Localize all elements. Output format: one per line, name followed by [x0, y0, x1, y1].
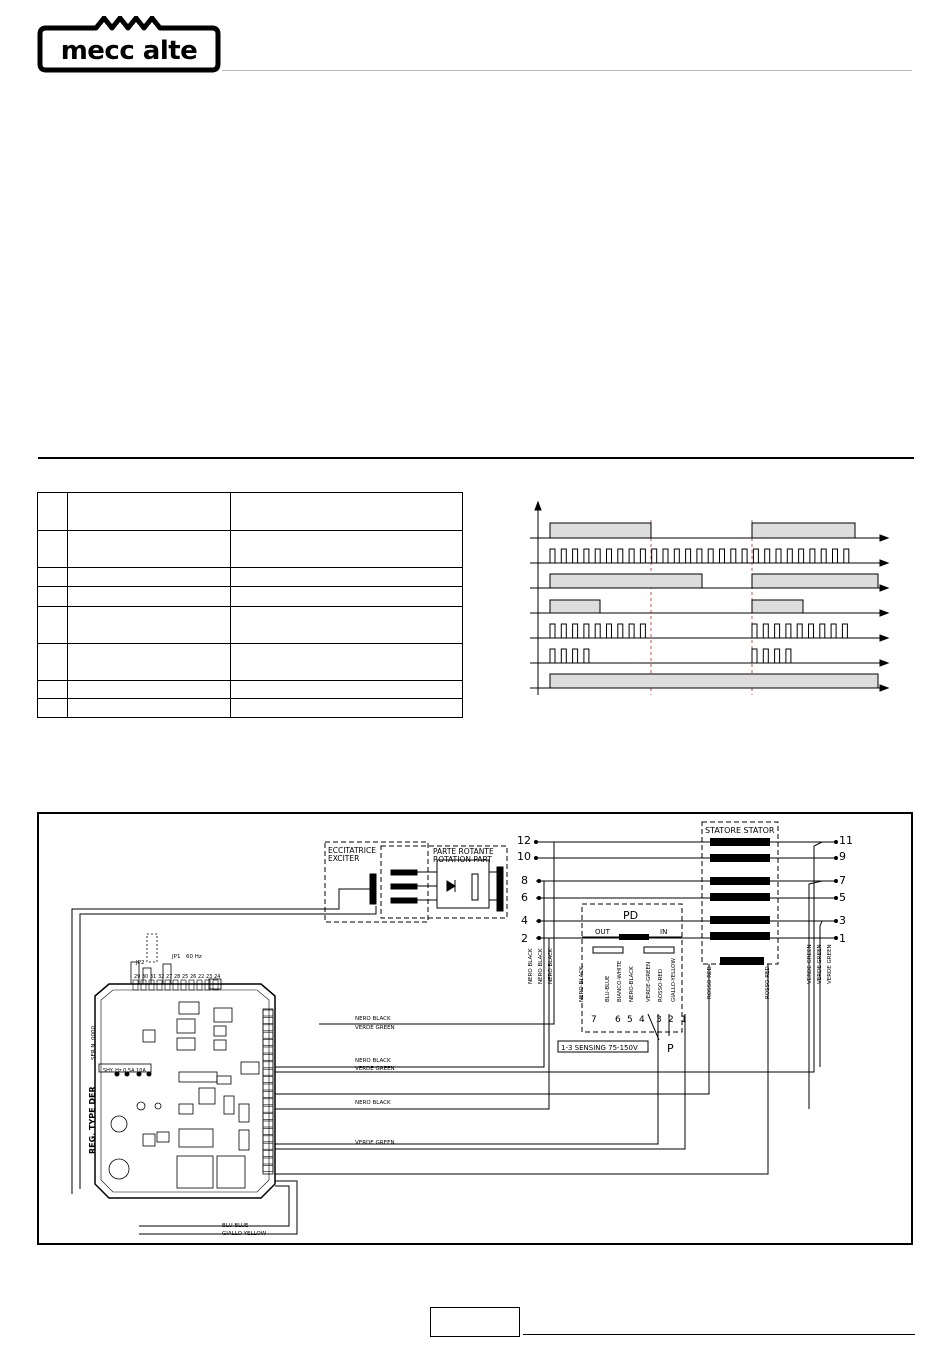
- wire-label: ROSSO RED: [765, 966, 771, 999]
- timing-pulse: [833, 549, 838, 563]
- table-cell-label: [68, 531, 231, 568]
- board-terminal: [263, 1062, 273, 1068]
- timing-pulse: [584, 549, 589, 563]
- rotor-field-winding: [497, 867, 503, 911]
- timing-axis-arrow: [535, 502, 541, 510]
- table-cell-num: [38, 587, 68, 607]
- sensing-label: 1-3 SENSING 75-150V: [561, 1044, 638, 1052]
- table-cell-value: [231, 493, 463, 531]
- timing-pulse: [561, 549, 566, 563]
- exciter-label-it: ECCITATRICE: [328, 846, 376, 855]
- timing-pulse: [763, 624, 768, 638]
- timing-pulse: [640, 549, 645, 563]
- timing-pulse: [842, 624, 847, 638]
- timing-pulse: [607, 549, 612, 563]
- field-wire: [72, 889, 370, 1194]
- exciter-armature-winding: [391, 884, 417, 889]
- timing-pulse: [550, 549, 555, 563]
- pd-terminal: 3: [656, 1015, 662, 1025]
- timing-diagram: [520, 500, 900, 700]
- timing-pulse: [584, 624, 589, 638]
- table-cell-value: [231, 587, 463, 607]
- board-terminal: [263, 1106, 273, 1112]
- table-cell-label: [68, 681, 231, 699]
- timing-pulse: [752, 649, 757, 663]
- table-row: [38, 493, 463, 531]
- board-terminal: [263, 1121, 273, 1127]
- terminal-left: 6: [521, 891, 528, 904]
- timing-pulse: [550, 574, 702, 588]
- timing-pulse: [752, 574, 878, 588]
- table-cell-label: [68, 699, 231, 718]
- pd-out-label: OUT: [595, 928, 610, 936]
- timing-pulse: [820, 624, 825, 638]
- table-cell-value: [231, 681, 463, 699]
- pd-label: PD: [623, 909, 639, 922]
- pd-wire-label: NERO-BLACK: [629, 966, 635, 1002]
- timing-pulse: [629, 624, 634, 638]
- section-divider: [38, 457, 914, 459]
- pd-wire-label: VERDE-GREEN: [646, 961, 652, 1002]
- timing-pulse: [561, 649, 566, 663]
- timing-pulse: [797, 624, 802, 638]
- pd-wire-label: ROSSO-RED: [658, 968, 664, 1002]
- terminal-right: 9: [839, 850, 846, 863]
- timing-pulse: [618, 549, 623, 563]
- pd-terminal: 5: [627, 1015, 633, 1025]
- timing-pulse: [550, 649, 555, 663]
- timing-pulse: [831, 624, 836, 638]
- table-row: [38, 681, 463, 699]
- table-cell-num: [38, 531, 68, 568]
- board-terminal-number: 23: [206, 974, 213, 980]
- terminal-right: 1: [839, 932, 846, 945]
- footer-divider: [523, 1334, 915, 1335]
- board-terminal: [263, 1099, 273, 1105]
- brand-logo: [36, 16, 222, 74]
- timing-pulse: [753, 549, 758, 563]
- table-cell-num: [38, 644, 68, 681]
- timing-pulse: [573, 624, 578, 638]
- board-terminal-number: 24: [214, 974, 221, 980]
- board-connector-pin: [133, 980, 138, 990]
- timing-pulse: [742, 549, 747, 563]
- timing-pulse: [550, 600, 600, 613]
- board-terminal: [263, 1165, 273, 1171]
- timing-pulse: [752, 600, 803, 613]
- rectifier-box: [437, 860, 489, 908]
- timing-pulse: [550, 624, 555, 638]
- wire-label: BLU BLUE: [222, 1223, 249, 1229]
- wire-label: NERO BLACK: [528, 948, 534, 984]
- stator-label: STATORE STATOR: [705, 826, 775, 835]
- pd-wire-label: BLU-BLUE: [605, 975, 611, 1002]
- table-row: [38, 587, 463, 607]
- timing-pulse: [629, 549, 634, 563]
- board-terminal-number: 32: [158, 974, 165, 980]
- table-cell-value: [231, 568, 463, 587]
- timing-pulse: [752, 523, 855, 538]
- pd-wire-label: GIALLO-YELLOW: [671, 958, 677, 1002]
- board-terminal: [263, 1114, 273, 1120]
- timing-pulse: [775, 649, 780, 663]
- wire-label: NERO BLACK: [355, 1058, 391, 1064]
- table-cell-value: [231, 699, 463, 718]
- board-terminal-number: 27: [166, 974, 173, 980]
- timing-pulse: [708, 549, 713, 563]
- spec-table: [37, 492, 463, 718]
- timing-pulse: [686, 549, 691, 563]
- timing-pulse: [550, 674, 878, 688]
- board-terminal: [263, 1025, 273, 1031]
- timing-pulse: [731, 549, 736, 563]
- board-terminal-number: 29: [134, 974, 141, 980]
- table-cell-num: [38, 568, 68, 587]
- timing-pulse: [763, 649, 768, 663]
- timing-pulse: [652, 549, 657, 563]
- board-terminal-number: 31: [150, 974, 157, 980]
- varistor-symbol: [472, 874, 478, 900]
- table-cell-value: [231, 644, 463, 681]
- board-terminal: [263, 1040, 273, 1046]
- timing-pulse: [573, 649, 578, 663]
- board-connector-pin: [213, 980, 218, 990]
- board-connector-pin: [149, 980, 154, 990]
- board-type-label: REG. TYPE DER: [88, 1086, 97, 1154]
- board-terminal: [263, 1158, 273, 1164]
- pd-terminal: 7: [591, 1015, 597, 1025]
- board-connector-pin: [141, 980, 146, 990]
- terminal-right: 7: [839, 874, 846, 887]
- diode-symbol: [447, 881, 455, 891]
- rotating-label-en: ROTATION PART: [433, 855, 492, 864]
- stator-windings: [710, 838, 770, 965]
- board-terminal-number: 30: [142, 974, 149, 980]
- board-serial-label: SER.N. 0000: [91, 1026, 97, 1060]
- board-jp1-label: JP1: [172, 954, 181, 960]
- table-cell-num: [38, 699, 68, 718]
- exciter-field-winding: [370, 874, 376, 904]
- timing-pulse: [786, 624, 791, 638]
- timing-pulse: [595, 624, 600, 638]
- timing-pulse: [765, 549, 770, 563]
- pd-wire-label: BIANCO-WHITE: [617, 960, 623, 1002]
- wire-label: ROSSO RED: [707, 966, 713, 999]
- timing-pulse: [573, 549, 578, 563]
- wire-label: NERO BLACK: [538, 948, 544, 984]
- board-fuse-label: SHY. Hz 0.5A 10A: [103, 1068, 146, 1074]
- pd-terminal: 1: [681, 1015, 687, 1025]
- terminal-right: 3: [839, 914, 846, 927]
- board-terminal-number: 25: [182, 974, 189, 980]
- timing-pulse: [674, 549, 679, 563]
- p-label: P: [667, 1042, 674, 1055]
- timing-pulse: [752, 624, 757, 638]
- terminal-left: 8: [521, 874, 528, 887]
- table-cell-num: [38, 681, 68, 699]
- board-terminal-number: 26: [190, 974, 197, 980]
- rotating-label-it: PARTE ROTANTE: [433, 847, 494, 856]
- timing-pulse: [663, 549, 668, 563]
- pd-terminal: 6: [615, 1015, 621, 1025]
- terminal-left: 12: [517, 834, 531, 847]
- board-terminal: [263, 1084, 273, 1090]
- table-row: [38, 568, 463, 587]
- board-terminal: [263, 1128, 273, 1134]
- page-number-box: [430, 1307, 520, 1337]
- timing-pulse: [786, 649, 791, 663]
- wire-label: GIALLO YELLOW: [222, 1231, 267, 1237]
- wire-label: VERDE GREEN: [807, 944, 813, 984]
- timing-pulse: [561, 624, 566, 638]
- timing-pulse: [810, 549, 815, 563]
- timing-pulse: [821, 549, 826, 563]
- table-cell-label: [68, 607, 231, 644]
- exciter-armature-winding: [391, 870, 417, 875]
- timing-pulse: [595, 549, 600, 563]
- table-row: [38, 607, 463, 644]
- board-terminal: [263, 1032, 273, 1038]
- wiring-diagram: [37, 812, 913, 1245]
- board-connector-pin: [197, 980, 202, 990]
- terminal-left: 10: [517, 850, 531, 863]
- board-terminal: [263, 1077, 273, 1083]
- regulator-board: [88, 934, 275, 1198]
- board-connector-pin: [165, 980, 170, 990]
- wire-label: VERDE GREEN: [817, 944, 823, 984]
- pd-terminal: 4: [639, 1015, 645, 1025]
- board-terminal-number: 28: [174, 974, 181, 980]
- table-cell-label: [68, 587, 231, 607]
- table-cell-num: [38, 607, 68, 644]
- timing-pulse: [640, 624, 645, 638]
- board-terminal: [263, 1017, 273, 1023]
- timing-pulse: [720, 549, 725, 563]
- board-terminal: [263, 1069, 273, 1075]
- timing-pulse: [809, 624, 814, 638]
- wire-label: VERDE GREEN: [355, 1140, 395, 1146]
- board-connector-pin: [157, 980, 162, 990]
- terminal-right: 5: [839, 891, 846, 904]
- table-cell-value: [231, 531, 463, 568]
- board-terminal: [263, 1091, 273, 1097]
- board-hz-label: 60 Hz: [186, 954, 202, 960]
- board-terminal: [263, 1010, 273, 1016]
- wire-label: NERO BLACK: [355, 1016, 391, 1022]
- timing-pulse: [775, 624, 780, 638]
- wire-label: NERO BLACK: [355, 1100, 391, 1106]
- wire-label: VERDE GREEN: [355, 1025, 395, 1031]
- terminal-left: 2: [521, 932, 528, 945]
- board-terminal: [263, 1054, 273, 1060]
- timing-pulse: [697, 549, 702, 563]
- table-row: [38, 531, 463, 568]
- timing-pulse: [844, 549, 849, 563]
- pd-terminal: 2: [668, 1015, 674, 1025]
- pd-coil: [619, 934, 649, 940]
- table-row: [38, 644, 463, 681]
- table-cell-num: [38, 493, 68, 531]
- timing-pulse: [584, 649, 589, 663]
- wire-label: VERDE GREEN: [355, 1066, 395, 1072]
- wiring-diagram-canvas: [39, 814, 911, 1243]
- board-jp2-label: JP2: [136, 960, 145, 966]
- exciter-armature-winding: [391, 898, 417, 903]
- wire-label: NERO BLACK: [548, 948, 554, 984]
- board-connector-pin: [181, 980, 186, 990]
- terminal-left: 4: [521, 914, 528, 927]
- board-terminal-number: 22: [198, 974, 205, 980]
- table-cell-label: [68, 568, 231, 587]
- pd-wire-label: NERO-BLACK: [579, 966, 585, 1002]
- timing-pulse: [799, 549, 804, 563]
- board-connector-pin: [189, 980, 194, 990]
- timing-pulse: [618, 624, 623, 638]
- table-cell-label: [68, 493, 231, 531]
- timing-pulse: [607, 624, 612, 638]
- table-cell-value: [231, 607, 463, 644]
- exciter-label-en: EXCITER: [328, 854, 360, 863]
- header-divider: [222, 70, 912, 71]
- timing-pulse: [776, 549, 781, 563]
- brand-name: mecc alte: [60, 36, 198, 66]
- board-connector-pin: [173, 980, 178, 990]
- board-terminal: [263, 1143, 273, 1149]
- board-terminal: [263, 1047, 273, 1053]
- table-cell-label: [68, 644, 231, 681]
- terminal-right: 11: [839, 834, 853, 847]
- timing-pulse: [550, 523, 651, 538]
- board-terminal: [263, 1136, 273, 1142]
- svg-text:29 30 31: [134, 974, 220, 980]
- wire-label: VERDE GREEN: [827, 944, 833, 984]
- table-row: [38, 699, 463, 718]
- timing-pulse: [787, 549, 792, 563]
- timing-diagram-canvas: [520, 500, 900, 700]
- pd-in-label: IN: [660, 928, 668, 936]
- board-terminal: [263, 1151, 273, 1157]
